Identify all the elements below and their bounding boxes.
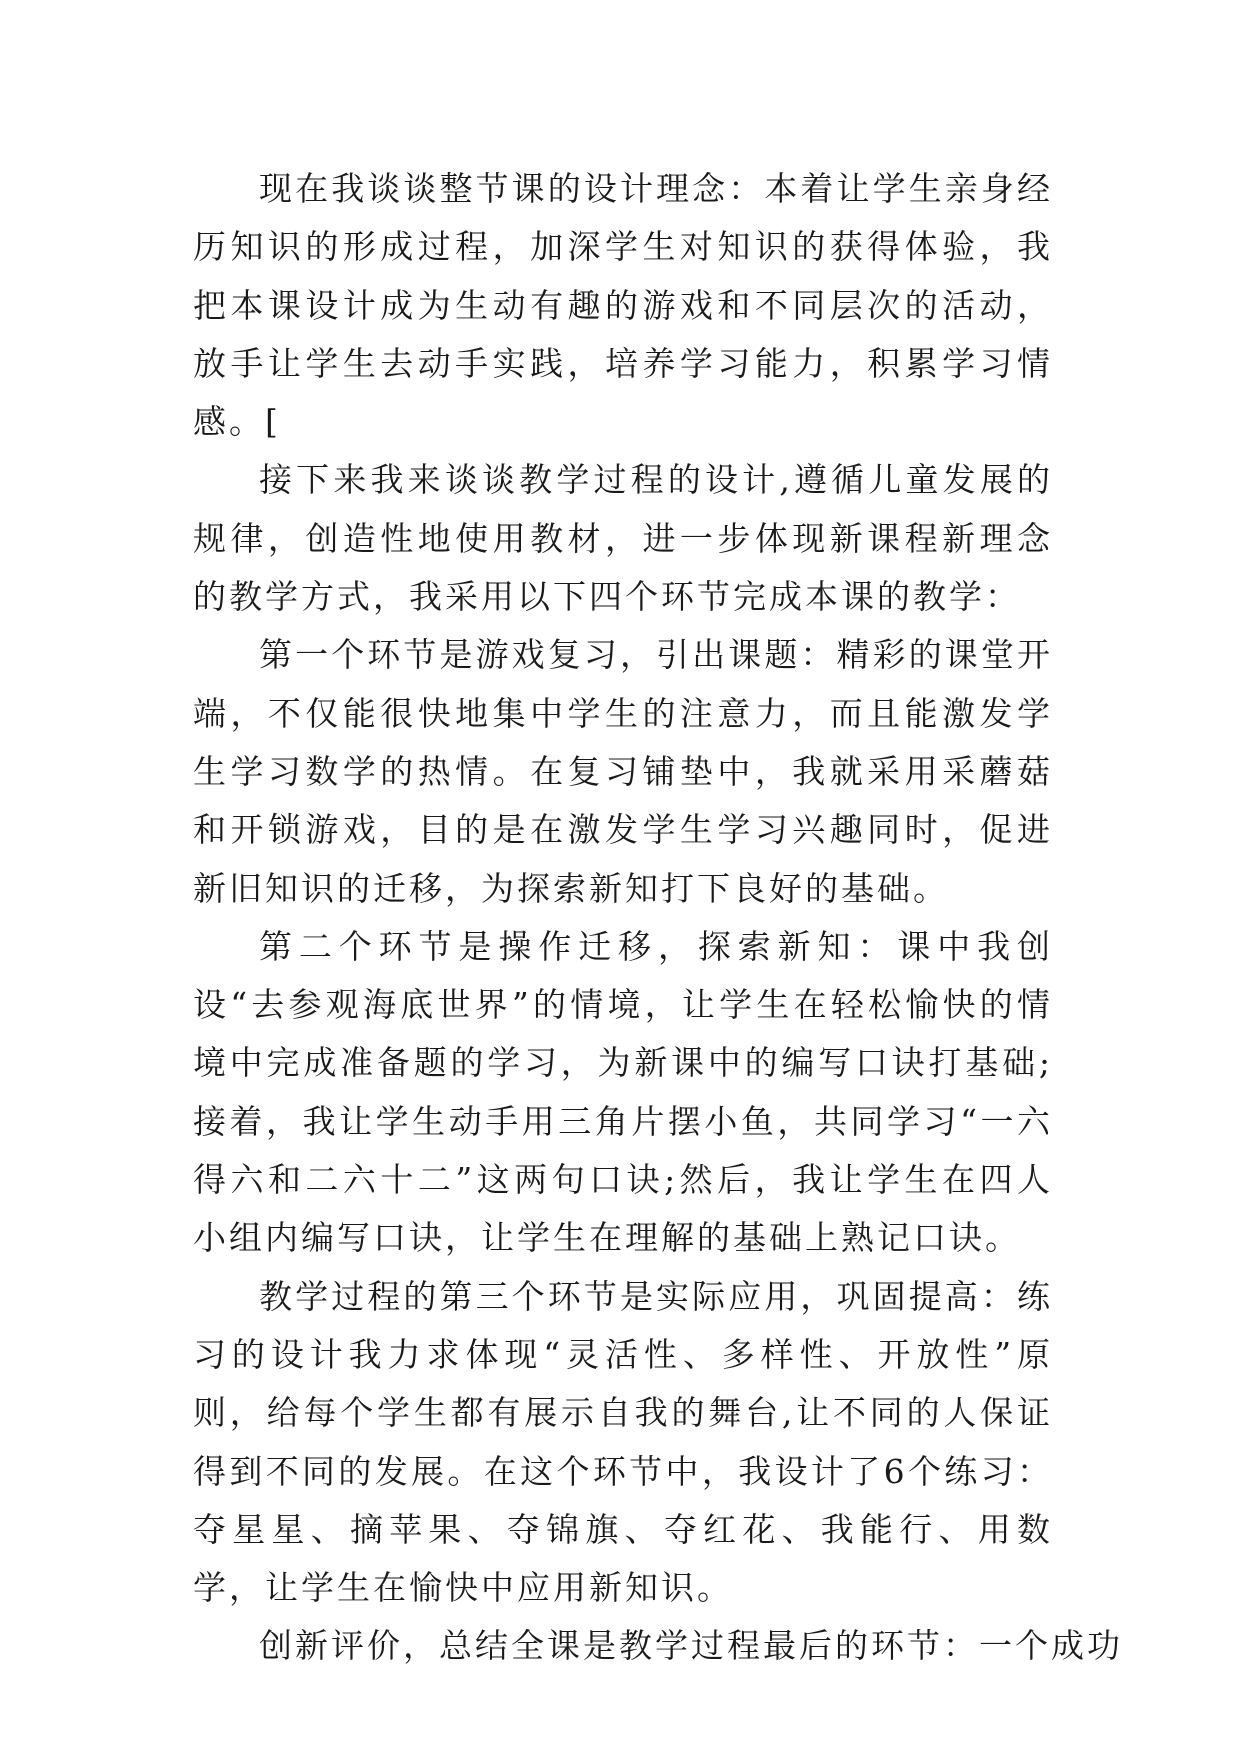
paragraph-stage-four: 创新评价，总结全课是教学过程最后的环节：一个成功: [259, 1626, 1123, 1666]
paragraph-process-intro: 接下来我来谈谈教学过程的设计,遵循儿童发展的规律，创造性地使用教材，进一步体现新课程新理念的教学方式，我采用以下四个环节完成本课的教学：: [193, 460, 1053, 617]
body-text: [193, 160, 1123, 1676]
paragraph-design-concept: 现在我谈谈整节课的设计理念：本着让学生亲身经历知识的形成过程，加深学生对知识的获得体验，我把本课设计成为生动有趣的游戏和不同层次的活动，放手让学生去动手实践，培养学习能力，积累学习情感。[: [193, 169, 1053, 442]
paragraph-stage-one: 第一个环节是游戏复习，引出课题：精彩的课堂开端，不仅能很快地集中学生的注意力，而且能激发学生学习数学的热情。在复习铺垫中，我就采用采蘑菇和开锁游戏，目的是在激发学生学习兴趣同时，促进新旧知识的迁移，为探索新知打下良好的基础。: [193, 635, 1053, 908]
paragraph-stage-three: 教学过程的第三个环节是实际应用，巩固提高：练习的设计我力求体现“灵活性、多样性、开放性”原则，给每个学生都有展示自我的舞台,让不同的人保证得到不同的发展。在这个环节中，我设计了6个练习：夺星星、摘苹果、夺锦旗、夺红花、我能行、用数学，让学生在愉快中应用新知识。: [193, 1276, 1053, 1608]
paragraph-stage-two: 第二个环节是操作迁移，探索新知：课中我创设“去参观海底世界”的情境，让学生在轻松愉快的情境中完成准备题的学习，为新课中的编写口诀打基础;接着，我让学生动手用三角片摆小鱼，共同学习“一六得六和二六十二”这两句口诀;然后，我让学生在四人小组内编写口诀，让学生在理解的基础上熟记口诀。: [193, 926, 1053, 1258]
